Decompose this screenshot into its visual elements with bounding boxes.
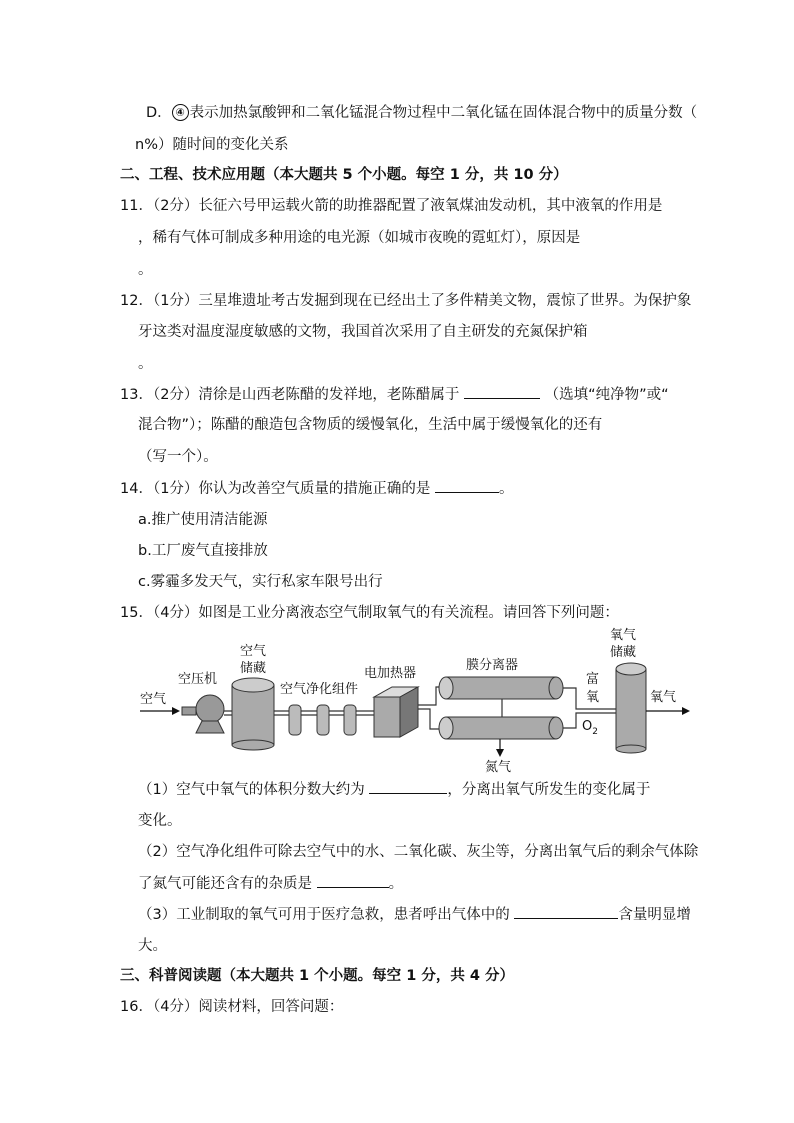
q14-option-a: a.推广使用清洁能源 (138, 512, 268, 528)
label-purifier: 空气净化组件 (280, 682, 359, 697)
label-heater: 电加热器 (364, 666, 417, 681)
q15-sub3-text-a: （3）工业制取的氧气可用于医疗急救，患者呼出气体中的 (138, 907, 510, 923)
q15-sub3-line2: 大。 (138, 938, 167, 954)
label-nitrogen: 氮气 (485, 760, 512, 775)
q15-sub3-line1 (138, 904, 691, 925)
purifier-unit-2 (317, 705, 329, 735)
label-o2: $O_2$ (582, 719, 598, 737)
q15-sub1-line1 (138, 779, 650, 800)
q10-option-d-line1 (146, 103, 697, 123)
q15-sub2-line2 (138, 873, 403, 894)
q15-sub1-line2: 变化。 (138, 813, 182, 829)
q10-option-d-line2: n%）随时间的变化关系 (135, 137, 289, 153)
compressor-base (196, 721, 224, 733)
q12-line2: 牙这类对温度湿度敏感的文物，我国首次采用了自主研发的充氮保护箱 (138, 324, 588, 340)
q13-line2: 混合物”）；陈醋的酿造包含物质的缓慢氧化，生活中属于缓慢氧化的还有 (138, 417, 603, 433)
q15-sub2-blank[interactable] (317, 873, 389, 888)
purifier-unit-3 (344, 705, 356, 735)
label-oxygen-rich-1: 富 (586, 672, 600, 687)
q15-sub1-text-b: ，分离出氧气所发生的变化属于 (447, 782, 651, 798)
q13-text-b: （选填“纯净物”或“ (544, 387, 669, 403)
q15-sub1-text-a: （1）空气中氧气的体积分数大约为 (138, 782, 365, 798)
circled-four: ④ (172, 104, 189, 121)
air-storage-tank (232, 685, 274, 745)
option-d-prefix: D． (146, 105, 172, 121)
purifier-unit-1 (289, 705, 301, 735)
q11-line3: 。 (138, 262, 153, 278)
q15-sub2-text-b: 了氮气可能还含有的杂质是 (138, 876, 312, 892)
label-air-storage-2: 储藏 (240, 661, 267, 676)
q13-text-a: 13．（2分）清徐是山西老陈醋的发祥地，老陈醋属于 (120, 387, 460, 403)
q15-sub2-text-c: 。 (388, 876, 404, 892)
q14-option-c: c.雾霾多发天气，实行私家车限号出行 (138, 574, 383, 590)
q14-stem (120, 478, 514, 499)
q12-line1: 12．（1分）三星堆遗址考古发掘到现在已经出土了多件精美文物，震惊了世界。为保护象 (120, 293, 692, 309)
q15-sub1-blank[interactable] (369, 779, 447, 794)
q11-line1: 11．（2分）长征六号甲运载火箭的助推器配置了液氧煤油发动机，其中液氧的作用是 (120, 198, 663, 214)
compressor-icon (196, 695, 224, 723)
membrane-upper (446, 677, 556, 699)
oxygen-storage-tank (616, 669, 646, 749)
q12-line3: 。 (138, 356, 153, 372)
label-air-in: 空气 (140, 692, 167, 707)
heater-box (374, 697, 400, 737)
membrane-lower (446, 717, 556, 739)
air-in-arrowhead (172, 707, 180, 715)
label-oxygen-rich-2: 氧 (586, 690, 600, 705)
q13-line1 (120, 384, 669, 405)
q14-option-b: b.工厂废气直接排放 (138, 543, 268, 559)
section-3-title: 三、科普阅读题（本大题共 1 个小题。每空 1 分，共 4 分） (120, 968, 515, 984)
q14-answer-blank[interactable] (435, 478, 499, 493)
q11-line2: ，稀有气体可制成多种用途的电光源（如城市夜晚的霓虹灯），原因是 (138, 230, 581, 246)
label-compressor: 空压机 (178, 672, 218, 687)
q15-stem: 15．（4分）如图是工业分离液态空气制取氧气的有关流程。请回答下列问题： (120, 605, 619, 621)
q15-sub2-line1: （2）空气净化组件可除去空气中的水、二氧化碳、灰尘等，分离出氧气后的剩余气体除 (138, 844, 699, 860)
option-d-text: 表示加热氯酸钾和二氧化锰混合物过程中二氧化锰在固体混合物中的质量分数（ (189, 105, 698, 121)
q14-text-a: 14．（1分）你认为改善空气质量的措施正确的是 (120, 481, 431, 497)
label-oxygen-storage-2: 储藏 (610, 645, 637, 660)
q15-sub3-blank[interactable] (514, 904, 618, 919)
q15-sub3-text-b: 含量明显增 (618, 907, 691, 923)
q13-line3: （写一个）。 (138, 449, 218, 465)
q13-answer-blank[interactable] (464, 384, 540, 399)
label-oxygen-storage-1: 氧气 (610, 628, 637, 643)
q16-stem: 16．（4分）阅读材料，回答问题： (120, 999, 344, 1015)
section-2-title: 二、工程、技术应用题（本大题共 5 个小题。每空 1 分，共 10 分） (120, 167, 568, 183)
label-membrane: 膜分离器 (466, 658, 519, 673)
label-air-storage-1: 空气 (240, 644, 267, 659)
q14-text-b: 。 (499, 481, 514, 497)
compressor-inlet (182, 707, 196, 715)
label-oxygen-out: 氧气 (650, 690, 677, 705)
oxygen-separation-flow-diagram (130, 625, 700, 775)
